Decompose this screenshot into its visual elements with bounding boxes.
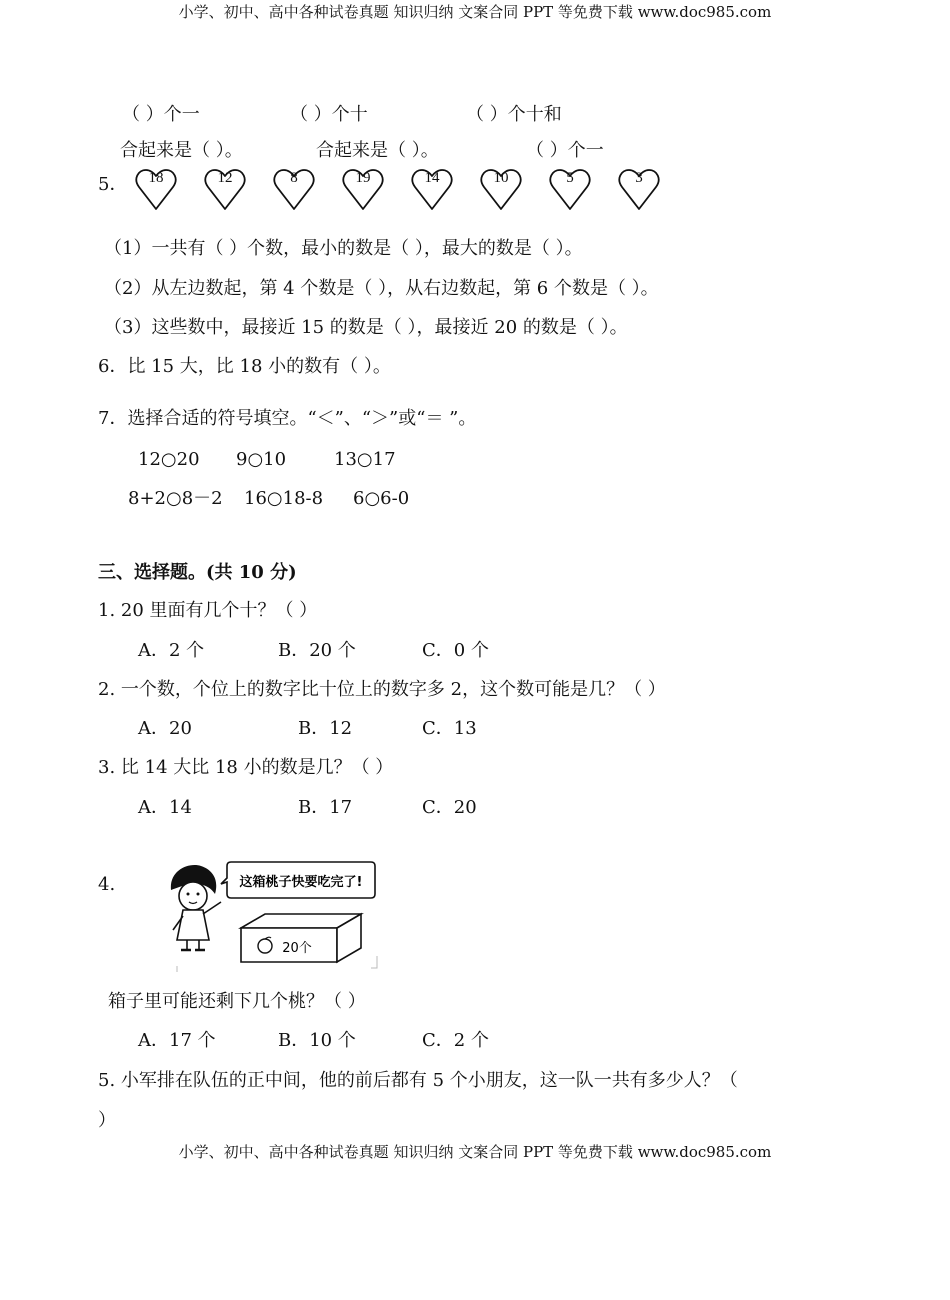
q4-combined-2: 合起来是（ ）。 bbox=[316, 140, 439, 161]
girl-with-box-drawing bbox=[165, 858, 385, 973]
heart-number bbox=[203, 168, 247, 212]
q7-compare-3: 13○17 bbox=[334, 449, 396, 470]
peach-box-illustration bbox=[165, 858, 385, 973]
q7-compare-6: 6○6-0 bbox=[353, 488, 410, 509]
q4-blank-tens: （ ）个十 bbox=[290, 104, 368, 125]
q7-compare-1: 12○20 bbox=[138, 449, 200, 470]
heart-number bbox=[479, 168, 523, 212]
heart-value: 12 bbox=[217, 170, 233, 186]
s3-q4-option-a: A．17 个 bbox=[138, 1030, 216, 1051]
s3-q4-option-c: C．2 个 bbox=[422, 1030, 489, 1051]
s3-q5-text: 5. 小军排在队伍的正中间，他的前后都有 5 个小朋友，这一队一共有多少人？（ bbox=[98, 1070, 738, 1091]
heart-number bbox=[272, 168, 316, 212]
q6-text: 6．比 15 大，比 18 小的数有（ ）。 bbox=[98, 356, 391, 377]
q7-compare-4: 8+2○8－2 bbox=[128, 488, 223, 509]
s3-q2-option-b: B．12 bbox=[298, 718, 353, 739]
s3-q1-text: 1. 20 里面有几个十？（ ） bbox=[98, 600, 318, 621]
q5-sub1: （1）一共有（ ）个数，最小的数是（ ），最大的数是（ ）。 bbox=[104, 238, 583, 259]
section3-title: 三、选择题。(共 10 分) bbox=[98, 562, 297, 583]
s3-q1-option-c: C．0 个 bbox=[422, 640, 489, 661]
s3-q4-text: 箱子里可能还剩下几个桃？（ ） bbox=[108, 991, 366, 1012]
heart-value: 5 bbox=[566, 170, 574, 186]
heart-value: 14 bbox=[424, 170, 440, 186]
q7-compare-2: 9○10 bbox=[236, 449, 287, 470]
s3-q2-option-a: A．20 bbox=[138, 718, 192, 739]
page-header: 小学、初中、高中各种试卷真题 知识归纳 文案合同 PPT 等免费下载 www.doc985.com bbox=[178, 3, 772, 21]
q4-blank-tens-and: （ ）个十和 bbox=[466, 104, 562, 125]
s3-q4-option-b: B．10 个 bbox=[278, 1030, 356, 1051]
q5-sub3: （3）这些数中，最接近 15 的数是（ ），最接近 20 的数是（ ）。 bbox=[104, 317, 628, 338]
heart-value: 18 bbox=[148, 170, 164, 186]
q7-compare-5: 16○18-8 bbox=[244, 488, 324, 509]
s3-q2-option-c: C．13 bbox=[422, 718, 477, 739]
s3-q4-number: 4. bbox=[98, 874, 116, 895]
q7-text: 7．选择合适的符号填空。“＜”、“＞”或“＝ ”。 bbox=[98, 408, 477, 429]
q4-combined-1: 合起来是（ ）。 bbox=[120, 140, 243, 161]
s3-q3-option-b: B．17 bbox=[298, 797, 353, 818]
s3-q3-option-a: A．14 bbox=[138, 797, 192, 818]
q4-ones-2: （ ）个一 bbox=[526, 140, 604, 161]
heart-value: 19 bbox=[355, 170, 371, 186]
speech-bubble-text: 这箱桃子快要吃完了! bbox=[239, 875, 363, 890]
q4-blank-ones: （ ）个一 bbox=[122, 104, 200, 125]
heart-value: 8 bbox=[290, 170, 298, 186]
heart-number bbox=[134, 168, 178, 212]
heart-value: 10 bbox=[493, 170, 509, 186]
q5-sub2: （2）从左边数起，第 4 个数是（ ），从右边数起，第 6 个数是（ ）。 bbox=[104, 278, 659, 299]
peach-icon bbox=[258, 939, 272, 953]
box-label: 20个 bbox=[282, 941, 312, 956]
heart-number bbox=[548, 168, 592, 212]
heart-number bbox=[410, 168, 454, 212]
s3-q3-text: 3. 比 14 大比 18 小的数是几？（ ） bbox=[98, 757, 394, 778]
heart-number bbox=[617, 168, 661, 212]
s3-q3-option-c: C．20 bbox=[422, 797, 477, 818]
page-footer: 小学、初中、高中各种试卷真题 知识归纳 文案合同 PPT 等免费下载 www.doc985.com bbox=[178, 1143, 772, 1161]
s3-q1-option-a: A．2 个 bbox=[138, 640, 205, 661]
s3-q1-option-b: B．20 个 bbox=[278, 640, 356, 661]
s3-q5-text-cont: ） bbox=[98, 1110, 116, 1131]
s3-q2-text: 2. 一个数，个位上的数字比十位上的数字多 2，这个数可能是几？（ ） bbox=[98, 679, 666, 700]
heart-value: 3 bbox=[635, 170, 643, 186]
heart-number bbox=[341, 168, 385, 212]
q5-number: 5． bbox=[98, 174, 128, 195]
